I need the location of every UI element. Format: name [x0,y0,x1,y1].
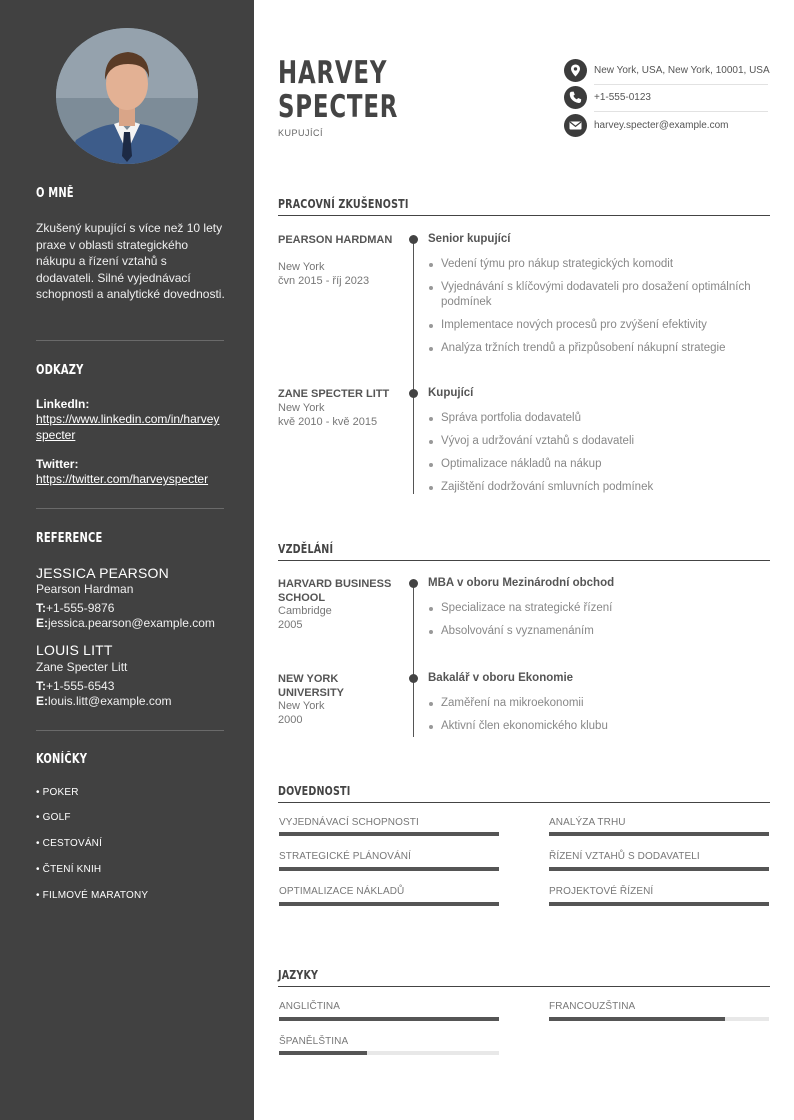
skill-label: VYJEDNÁVACÍ SCHOPNOSTI [279,817,419,828]
hobbies-heading: KONÍČKY [36,752,88,767]
profile-photo [56,28,198,164]
section-divider [278,215,770,216]
degree-detail: Aktivní člen ekonomického klubu [428,719,768,734]
reference-name: LOUIS LITT [36,642,113,658]
phone-label: T: [36,679,46,693]
job-duty: Vedení týmu pro nákup strategických komodit [428,257,768,272]
school-location: Cambridge [278,605,332,617]
job-duty: Správa portfolia dodavatelů [428,411,768,426]
contact-email: harvey.specter@example.com [594,120,729,131]
employment-dates: čvn 2015 - říj 2023 [278,275,370,287]
job-duty: Vyjednávání s klíčovými dodavateli pro dosažení optimálních podmínek [428,280,768,310]
links-heading: ODKAZY [36,363,84,378]
employer-location: New York [278,402,325,414]
job-role: KUPUJÍCÍ [278,128,324,138]
job-title: Senior kupující [428,233,511,245]
skill-label: ŘÍZENÍ VZTAHŮ S DODAVATELI [549,851,700,862]
reference-phone [36,601,114,615]
skill-bar [549,867,769,871]
language-bar [279,1051,499,1055]
email-label: E: [36,616,48,630]
hobby-item: • FILMOVÉ MARATONY [36,890,149,901]
language-bar-fill [549,1017,725,1021]
language-bar [549,1017,769,1021]
timeline-dot [409,674,418,683]
language-label: FRANCOUZŠTINA [549,1001,636,1012]
language-label: ANGLIČTINA [279,1001,341,1012]
experience-timeline [413,240,414,494]
language-bar-fill [279,1051,367,1055]
timeline-dot [409,579,418,588]
school-name: NEW YORK UNIVERSITY [278,673,345,699]
location-pin-icon [564,59,587,82]
reference-email [36,616,215,630]
hobby-item: • GOLF [36,812,71,823]
skill-label: STRATEGICKÉ PLÁNOVÁNÍ [279,851,411,862]
skill-bar [549,832,769,836]
degree-detail: Specializace na strategické řízení [428,601,768,616]
reference-company: Pearson Hardman [36,582,134,596]
hobby-item: • CESTOVÁNÍ [36,838,103,849]
skill-bar-fill [549,867,769,871]
job-duty: Zajištění dodržování smluvních podmínek [428,480,768,495]
degree-detail: Zaměření na mikroekonomii [428,696,768,711]
twitter-link[interactable]: https://twitter.com/harveyspecter [36,472,209,486]
school-location: New York [278,700,325,712]
divider [36,508,224,509]
skill-label: OPTIMALIZACE NÁKLADŮ [279,886,405,897]
education-heading: VZDĚLÁNÍ [278,541,334,556]
section-divider [278,560,770,561]
skill-bar-fill [549,832,769,836]
reference-name: JESSICA PEARSON [36,565,169,581]
skill-bar-fill [279,867,499,871]
portrait-image [56,28,198,164]
reference-email [36,694,172,708]
reference-phone-value: +1-555-9876 [46,601,115,615]
contact-phone: +1-555-0123 [594,92,651,103]
hobby-item: • POKER [36,787,79,798]
reference-company: Zane Specter Litt [36,660,128,674]
hobby-item: • ČTENÍ KNIH [36,864,102,875]
graduation-year: 2005 [278,619,303,631]
skill-bar [279,902,499,906]
sidebar [0,0,254,1120]
employer-name: ZANE SPECTER LITT [278,388,390,400]
job-duty: Analýza tržních trendů a přizpůsobení nákupní strategie [428,341,768,356]
divider [594,111,768,112]
graduation-year: 2000 [278,714,303,726]
language-bar-fill [279,1017,499,1021]
reference-phone-value: +1-555-6543 [46,679,115,693]
skill-label: PROJEKTOVÉ ŘÍZENÍ [549,886,654,897]
skill-bar-fill [279,902,499,906]
first-name: HARVEY [278,55,388,91]
phone-label: T: [36,601,46,615]
section-divider [278,802,770,803]
language-bar [279,1017,499,1021]
degree-title: MBA v oboru Mezinárodní obchod [428,577,615,589]
languages-heading: JAZYKY [278,967,319,982]
school-name: HARVARD BUSINESS SCHOOL [278,578,392,604]
skill-bar-fill [279,832,499,836]
twitter-label: Twitter: [36,457,79,471]
about-heading: O MNĚ [36,186,74,201]
reference-email-value: jessica.pearson@example.com [48,616,215,630]
last-name: SPECTER [278,89,399,125]
degree-detail: Absolvování s vyznamenáním [428,624,768,639]
divider [36,340,224,341]
job-duty: Optimalizace nákladů na nákup [428,457,768,472]
divider [594,84,768,85]
skill-bar [279,867,499,871]
timeline-dot [409,389,418,398]
job-duty: Vývoj a udržování vztahů s dodavateli [428,434,768,449]
linkedin-link[interactable]: https://www.linkedin.com/in/harveyspecter [36,412,220,442]
divider [36,730,224,731]
employment-dates: kvě 2010 - kvě 2015 [278,416,378,428]
skill-bar-fill [549,902,769,906]
email-label: E: [36,694,48,708]
references-heading: REFERENCE [36,531,103,546]
employer-location: New York [278,261,325,273]
degree-title: Bakalář v oboru Ekonomie [428,672,574,684]
reference-phone [36,679,114,693]
job-title: Kupující [428,387,474,399]
skill-bar [279,832,499,836]
timeline-dot [409,235,418,244]
section-divider [278,986,770,987]
skill-bar [549,902,769,906]
education-timeline [413,584,414,737]
about-text: Zkušený kupující s více než 10 lety praxe v oblasti strategického nákupu a řízení vztahů s dodavateli. Silné vyjednávací schopnosti a analytické dovednosti. [36,221,225,302]
skill-label: ANALÝZA TRHU [549,817,626,828]
employer-name: PEARSON HARDMAN [278,234,393,246]
linkedin-label: LinkedIn: [36,397,90,411]
contact-address: New York, USA, New York, 10001, USA [594,65,770,76]
language-label: ŠPANĚLŠTINA [279,1036,349,1047]
skills-heading: DOVEDNOSTI [278,783,351,798]
reference-email-value: louis.litt@example.com [48,694,172,708]
job-duty: Implementace nových procesů pro zvýšení efektivity [428,318,768,333]
envelope-icon [564,114,587,137]
experience-heading: PRACOVNÍ ZKUŠENOSTI [278,196,409,211]
phone-icon [564,86,587,109]
